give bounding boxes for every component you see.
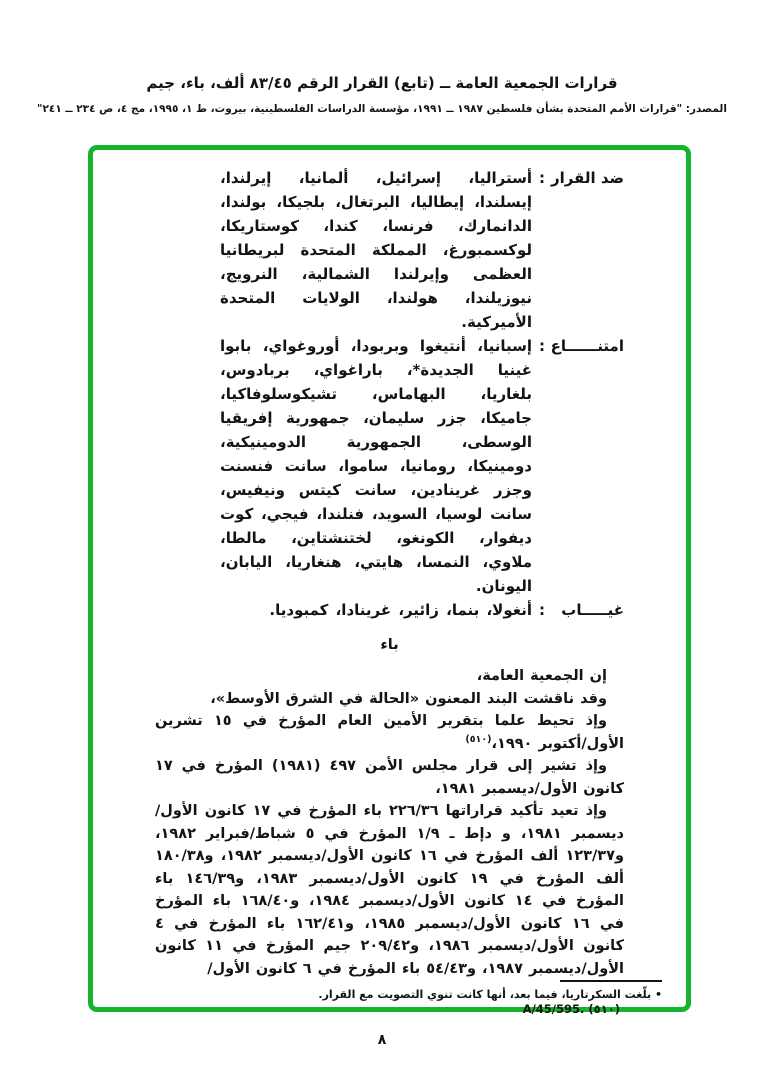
- footnote-asterisk-note: • بلّغت السكرتاريا، فيما بعد، أنها كانت تنوي التصويت مع القرار.: [318, 988, 662, 1001]
- vote-entry-absent: [155, 598, 624, 622]
- footnote-un-symbol: A/45/595.: [522, 1002, 585, 1016]
- footnote-document-reference: [115, 1002, 662, 1017]
- page-number: ٨: [377, 1032, 387, 1048]
- footnote-reference-marker: (٥١٠): [465, 733, 492, 745]
- vote-separator: :: [539, 169, 545, 187]
- vote-entry-abstain: [155, 334, 624, 598]
- annotation-highlight-box: [88, 145, 691, 1016]
- paragraph: وقد ناقشت البند المعنون «الحالة في الشرق الأوسط»،: [210, 690, 607, 707]
- vote-separator: :: [539, 601, 545, 619]
- section-heading-baa: باء: [380, 637, 399, 653]
- paragraph: [155, 710, 624, 755]
- vote-label-against: ضد القرار: [550, 169, 624, 187]
- vote-countries-abstain: إسبانيا، أنتيغوا وبربودا، أوروغواي، بابوا غينيا الجديدة*، باراغواي، بربادوس، بلغاريا، البهاماس، تشيكوسلوفاكيا، جاميكا، جزر سليمان، جمهورية إفريقيا الوسطى، الجمهورية الدومينيكية، دومينيكا، رومانيا، ساموا، سانت فنسنت وجزر غرينادين، سانت كيتس ونيفيس، سانت لوسيا، السويد، فنلندا، فيجي، كوت ديفوار، الكونغو، لختنشتاين، مالطا، ملاوي، النمسا، هايتي، هنغاريا، اليابان، اليونان.: [220, 337, 532, 595]
- footnote-number: (٥١٠): [588, 1002, 620, 1016]
- footnote-separator-rule: [560, 980, 662, 982]
- vote-label-abstain: امتنــــــاع: [550, 337, 624, 355]
- paragraph: إن الجمعية العامة،: [476, 668, 607, 684]
- vote-countries-absent: أنغولا، بنما، زائير، غرينادا، كمبوديا.: [269, 601, 532, 619]
- paragraph: وإذ تشير إلى قرار مجلس الأمن ٤٩٧ (١٩٨١) المؤرخ في ١٧ كانون الأول/ديسمبر ١٩٨١،: [155, 758, 624, 797]
- vote-label-absent: غيـــــاب: [561, 601, 624, 619]
- source-citation: المصدر: "قرارات الأمم المتحدة بشأن فلسطين ١٩٨٧ ــ ١٩٩١، مؤسسة الدراسات الفلسطينية، بيروت، ط ١، ١٩٩٥، مج ٤، ص ٢٣٤ ــ ٢٤١": [37, 103, 727, 115]
- page-title: قرارات الجمعية العامة ــ (تابع) القرار الرقم ٨٣/٤٥ ألف، باء، جيم: [146, 74, 618, 92]
- vote-entry-against: [155, 166, 624, 334]
- footnotes-block: [115, 980, 662, 1019]
- vote-countries-against: أستراليا، إسرائيل، ألمانيا، إيرلندا، إيسلندا، إيطاليا، البرتغال، بلجيكا، بولندا، الدانمارك، فرنسا، كندا، كوستاريكا، لوكسمبورغ، المملكة المتحدة لبريطانيا العظمى وإيرلندا الشمالية، النرويج، نيوزيلندا، هولندا، الولايات المتحدة الأميركية.: [220, 169, 532, 331]
- paragraph: وإذ تعيد تأكيد قراراتها ٢٢٦/٣٦ باء المؤرخ في ١٧ كانون الأول/ديسمبر ١٩٨١، و دإط ـ ١/٩ المؤرخ في ٥ شباط/فبراير ١٩٨٢، و١٢٣/٣٧ ألف المؤرخ في ١٦ كانون الأول/ديسمبر ١٩٨٢، و١٨٠/٣٨ ألف المؤرخ في ١٩ كانون الأول/ديسمبر ١٩٨٣، و١٤٦/٣٩ باء المؤرخ في ١٤ كانون الأول/ديسمبر ١٩٨٤، و١٦٨/٤٠ باء المؤرخ في ١٦ كانون الأول/ديسمبر ١٩٨٥، و١٦٢/٤١ باء المؤرخ في ٤ كانون الأول/ديسمبر ١٩٨٦، و٢٠٩/٤٢ جيم المؤرخ في ١١ كانون الأول/ديسمبر ١٩٨٧، و٥٤/٤٣ باء المؤرخ في ٦ كانون الأول/: [155, 803, 625, 977]
- resolution-body: [155, 665, 624, 980]
- vote-separator: :: [539, 337, 545, 355]
- paragraph-text: وإذ تحيط علما بتقرير الأمين العام المؤرخ في ١٥ تشرين الأول/أكتوبر ١٩٩٠،: [155, 713, 624, 752]
